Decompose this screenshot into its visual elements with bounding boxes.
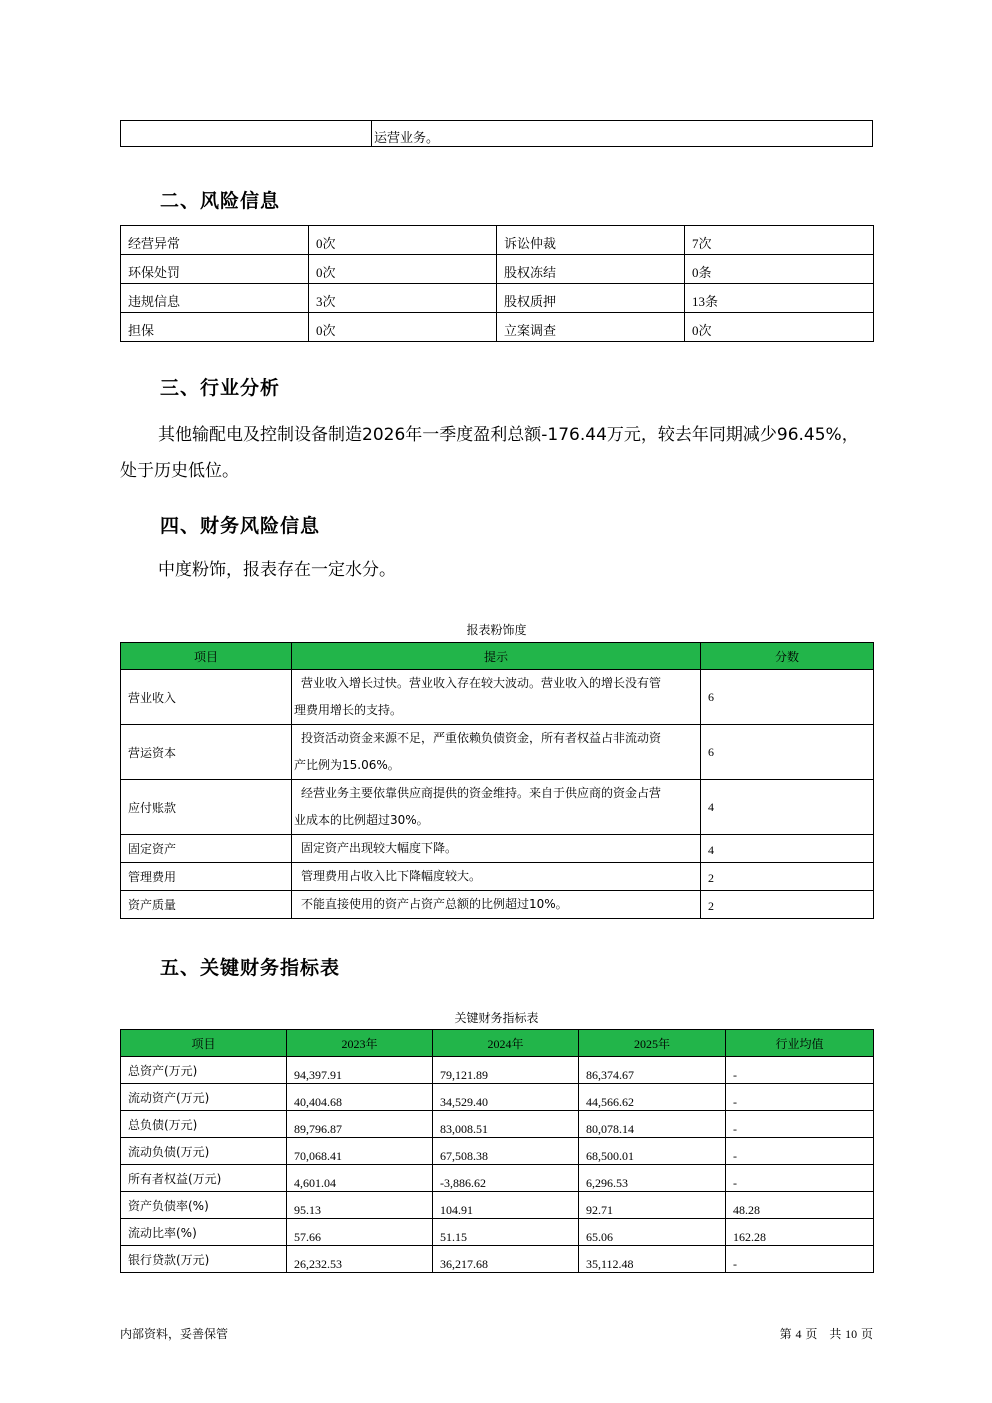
indicator-industry-avg: 48.28 [726, 1192, 874, 1219]
score-value: 4 [701, 780, 874, 835]
indicator-2023: 89,796.87 [287, 1111, 433, 1138]
risk-count: 0条 [685, 255, 874, 284]
risk-table-row [121, 255, 874, 284]
indicator-table [120, 1029, 874, 1273]
indicator-2023: 70,068.41 [287, 1138, 433, 1165]
score-item: 资产质量 [121, 891, 292, 919]
indicator-header-industry-avg: 行业均值 [726, 1030, 874, 1057]
score-hint [292, 780, 701, 835]
score-header-hint: 提示 [292, 643, 701, 670]
indicator-2025: 35,112.48 [579, 1246, 726, 1273]
risk-label: 违规信息 [121, 284, 309, 313]
score-value: 6 [701, 725, 874, 780]
indicator-industry-avg: 162.28 [726, 1219, 874, 1246]
indicator-2025: 92.71 [579, 1192, 726, 1219]
indicator-header-2024: 2024年 [433, 1030, 579, 1057]
indicator-table-row [121, 1219, 874, 1246]
footer-confidential-note: 内部资料，妥善保管 [120, 1327, 229, 1341]
indicator-2023: 4,601.04 [287, 1165, 433, 1192]
score-value: 2 [701, 891, 874, 919]
score-table-row [121, 835, 874, 863]
indicator-industry-avg: - [726, 1084, 874, 1111]
score-table-row [121, 670, 874, 725]
risk-count: 0次 [309, 255, 497, 284]
risk-table [120, 225, 874, 342]
section-title-industry: 三、行业分析 [160, 377, 281, 399]
score-table-row [121, 780, 874, 835]
indicator-2025: 80,078.14 [579, 1111, 726, 1138]
indicator-2025: 44,566.62 [579, 1084, 726, 1111]
risk-label: 股权质押 [497, 284, 685, 313]
score-item: 营业收入 [121, 670, 292, 725]
indicator-name: 流动比率(%) [121, 1219, 287, 1246]
score-value: 2 [701, 863, 874, 891]
score-table-header-row [121, 643, 874, 670]
indicator-2024: -3,886.62 [433, 1165, 579, 1192]
section-title-financial-risk: 四、财务风险信息 [160, 515, 321, 537]
risk-label: 股权冻结 [497, 255, 685, 284]
indicator-table-row [121, 1165, 874, 1192]
continued-table [120, 120, 873, 147]
indicator-industry-avg: - [726, 1138, 874, 1165]
financial-risk-paragraph: 中度粉饰，报表存在一定水分。 [158, 560, 396, 580]
indicator-name: 资产负债率(%) [121, 1192, 287, 1219]
indicator-2025: 65.06 [579, 1219, 726, 1246]
score-table-row [121, 725, 874, 780]
score-hint [292, 835, 701, 863]
section-title-key-indicators: 五、关键财务指标表 [160, 957, 341, 979]
score-header-score: 分数 [701, 643, 874, 670]
indicator-2024: 67,508.38 [433, 1138, 579, 1165]
indicator-2023: 94,397.91 [287, 1057, 433, 1084]
indicator-2023: 95.13 [287, 1192, 433, 1219]
score-table-row [121, 891, 874, 919]
risk-table-row [121, 313, 874, 342]
risk-count: 0次 [309, 313, 497, 342]
indicator-table-row [121, 1111, 874, 1138]
indicator-2023: 40,404.68 [287, 1084, 433, 1111]
indicator-2023: 26,232.53 [287, 1246, 433, 1273]
indicator-2024: 36,217.68 [433, 1246, 579, 1273]
indicator-name: 流动资产(万元) [121, 1084, 287, 1111]
indicator-name: 总负债(万元) [121, 1111, 287, 1138]
footer-page-mid: 页 共 [805, 1327, 842, 1341]
indicator-industry-avg: - [726, 1246, 874, 1273]
indicator-header-2023: 2023年 [287, 1030, 433, 1057]
score-hint-line1: 管理费用占收入比下降幅度较大。 [301, 869, 482, 883]
continued-table-cell-empty [121, 121, 372, 147]
risk-count: 0次 [309, 226, 497, 255]
indicator-industry-avg: - [726, 1057, 874, 1084]
footer-page-total: 10 [845, 1327, 858, 1341]
indicator-table-row [121, 1057, 874, 1084]
score-hint-line2: 产比例为15.06%。 [294, 758, 400, 772]
risk-count: 13条 [685, 284, 874, 313]
risk-table-row [121, 226, 874, 255]
indicator-industry-avg: - [726, 1111, 874, 1138]
risk-label: 担保 [121, 313, 309, 342]
score-hint-line1: 固定资产出现较大幅度下降。 [301, 841, 458, 855]
score-hint-line1: 投资活动资金来源不足，严重依赖负债资金，所有者权益占非流动资 [301, 731, 662, 745]
score-table-row [121, 863, 874, 891]
industry-paragraph-line2: 处于历史低位。 [120, 461, 239, 481]
indicator-industry-avg: - [726, 1165, 874, 1192]
score-item: 固定资产 [121, 835, 292, 863]
indicator-name: 银行贷款(万元) [121, 1246, 287, 1273]
indicator-table-row [121, 1192, 874, 1219]
score-item: 应付账款 [121, 780, 292, 835]
indicator-table-header-row [121, 1030, 874, 1057]
risk-label: 诉讼仲裁 [497, 226, 685, 255]
risk-label: 立案调查 [497, 313, 685, 342]
section-title-risk: 二、风险信息 [160, 190, 281, 212]
score-table [120, 642, 874, 919]
score-hint-line1: 经营业务主要依靠供应商提供的资金维持。来自于供应商的资金占营 [301, 786, 662, 800]
indicator-2024: 34,529.40 [433, 1084, 579, 1111]
indicator-2023: 57.66 [287, 1219, 433, 1246]
risk-count: 7次 [685, 226, 874, 255]
indicator-header-item: 项目 [121, 1030, 287, 1057]
indicator-2025: 6,296.53 [579, 1165, 726, 1192]
footer-page-current: 4 [795, 1327, 802, 1341]
score-header-item: 项目 [121, 643, 292, 670]
score-table-caption: 报表粉饰度 [466, 623, 527, 637]
indicator-table-row [121, 1246, 874, 1273]
industry-paragraph-line1: 其他输配电及控制设备制造2026年一季度盈利总额-176.44万元，较去年同期减少96.45%， [158, 425, 859, 445]
score-hint-line1: 不能直接使用的资产占资产总额的比例超过10%。 [301, 897, 568, 911]
indicator-name: 总资产(万元) [121, 1057, 287, 1084]
footer-page-suffix: 页 [860, 1327, 873, 1341]
score-value: 6 [701, 670, 874, 725]
score-value: 4 [701, 835, 874, 863]
indicator-table-row [121, 1138, 874, 1165]
risk-label: 环保处罚 [121, 255, 309, 284]
indicator-2025: 86,374.67 [579, 1057, 726, 1084]
score-hint [292, 891, 701, 919]
risk-table-row [121, 284, 874, 313]
indicator-header-2025: 2025年 [579, 1030, 726, 1057]
score-hint [292, 863, 701, 891]
indicator-table-row [121, 1084, 874, 1111]
indicator-2024: 79,121.89 [433, 1057, 579, 1084]
score-hint [292, 670, 701, 725]
risk-label: 经营异常 [121, 226, 309, 255]
continued-table-cell-text: 运营业务。 [372, 121, 873, 147]
risk-count: 0次 [685, 313, 874, 342]
score-hint-line2: 业成本的比例超过30%。 [294, 813, 429, 827]
footer-page-prefix: 第 [779, 1327, 792, 1341]
indicator-2024: 51.15 [433, 1219, 579, 1246]
indicator-2024: 104.91 [433, 1192, 579, 1219]
score-item: 管理费用 [121, 863, 292, 891]
indicator-table-caption: 关键财务指标表 [454, 1011, 539, 1025]
indicator-2025: 68,500.01 [579, 1138, 726, 1165]
indicator-2024: 83,008.51 [433, 1111, 579, 1138]
footer-page-number [760, 1325, 873, 1342]
score-item: 营运资本 [121, 725, 292, 780]
score-hint-line1: 营业收入增长过快。营业收入存在较大波动。营业收入的增长没有管 [301, 676, 662, 690]
indicator-name: 流动负债(万元) [121, 1138, 287, 1165]
risk-count: 3次 [309, 284, 497, 313]
score-hint [292, 725, 701, 780]
score-hint-line2: 理费用增长的支持。 [294, 703, 403, 717]
indicator-name: 所有者权益(万元) [121, 1165, 287, 1192]
